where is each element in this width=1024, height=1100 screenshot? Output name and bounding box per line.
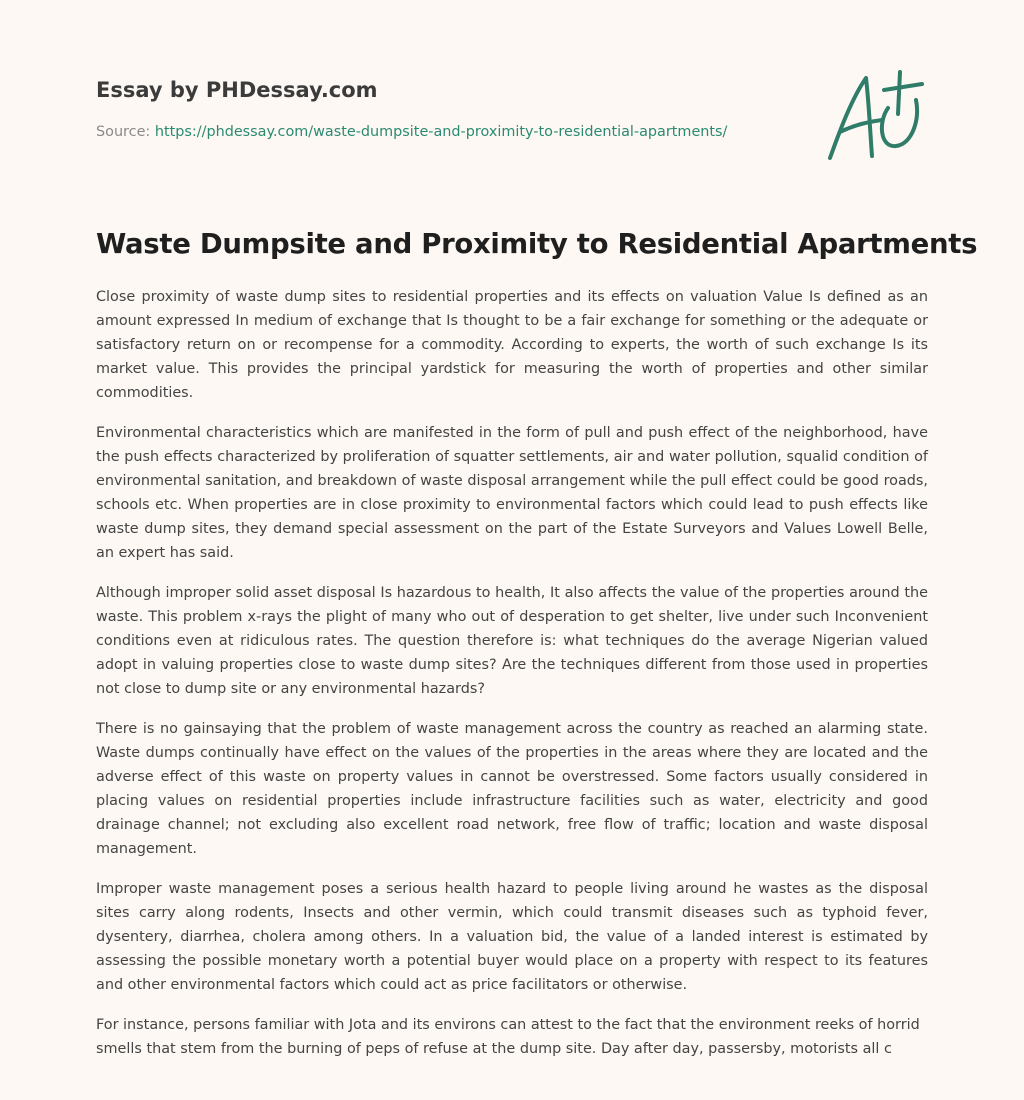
essay-paragraph: Although improper solid asset disposal Is hazardous to health, It also affects the value of the properties around the waste. This problem x-rays the plight of many who out of desperation to get shelter, live under such Inconvenient conditions even at ridiculous rates. The question therefore is: what techniques do the average Nigerian valued adopt in valuing properties close to waste dump sites? Are the techniques different from those used in properties not close to dump site or any environmental hazards? bbox=[96, 585, 928, 697]
essay-paragraph: There is no gainsaying that the problem of waste management across the country as reached an alarming state. Waste dumps continually have effect on the values of the properties in the areas where they are located and the adverse effect of this waste on property values in cannot be overstressed. Some factors usually considered in placing values on residential properties include infrastructure facilities such as water, electricity and good drainage channel; not excluding also excellent road network, free flow of traffic; location and waste disposal management. bbox=[96, 721, 928, 857]
essay-paragraph: For instance, persons familiar with Jota and its environs can attest to the fact that the environment reeks of horrid smells that stem from the burning of peps of refuse at the dump site. Day after day, passersby, motorists all c bbox=[96, 1017, 920, 1057]
a-plus-logo-icon bbox=[822, 68, 930, 164]
essay-paragraph: Environmental characteristics which are manifested in the form of pull and push effect of the neighborhood, have the push effects characterized by proliferation of squatter settlements, air and water pollution, squalid condition of environmental sanitation, and breakdown of waste disposal arrangement while the pull effect could be good roads, schools etc. When properties are in close proximity to environmental factors which could lead to push effects like waste dump sites, they demand special assessment on the part of the Estate Surveyors and Values Lowell Belle, an expert has said. bbox=[96, 425, 928, 561]
essay-paragraph: Close proximity of waste dump sites to residential properties and its effects on valuation Value Is defined as an amount expressed In medium of exchange that Is thought to be a fair exchange for something or the adequate or satisfactory return on or recompense for a commodity. According to experts, the worth of such exchange Is its market value. This provides the principal yardstick for measuring the worth of properties and other similar commodities. bbox=[96, 289, 928, 401]
source-link[interactable]: https://phdessay.com/waste-dumpsite-and-proximity-to-residential-apartments/ bbox=[154, 124, 728, 140]
essay-header bbox=[96, 76, 796, 142]
essay-title: Waste Dumpsite and Proximity to Residential Apartments bbox=[96, 228, 978, 260]
essay-paragraph: Improper waste management poses a serious health hazard to people living around he wastes as the disposal sites carry along rodents, Insects and other vermin, which could transmit diseases such as typhoid fever, dysentery, diarrhea, cholera among others. In a valuation bid, the value of a landed interest is estimated by assessing the possible monetary worth a potential buyer would place on a property with respect to its features and other environmental factors which could act as price facilitators or otherwise. bbox=[96, 881, 928, 993]
source-line bbox=[96, 122, 796, 142]
essay-body bbox=[96, 285, 928, 1077]
source-label: Source: bbox=[96, 124, 151, 140]
brand-title: Essay by PHDessay.com bbox=[96, 78, 378, 102]
